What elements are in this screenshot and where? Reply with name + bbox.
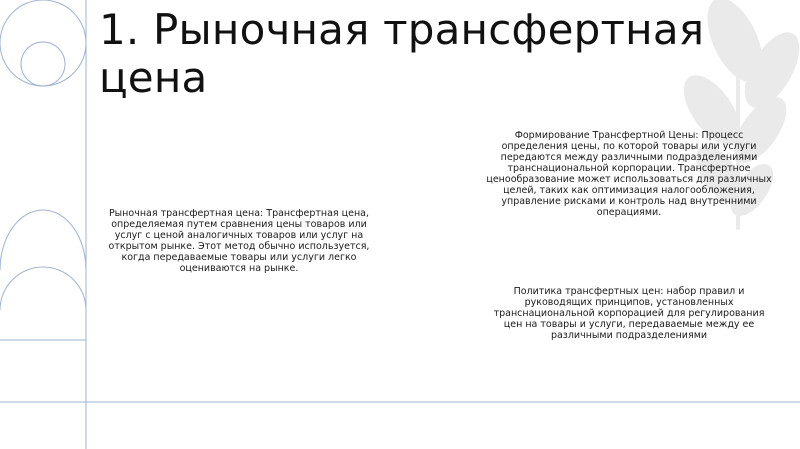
transfer-price-policy-paragraph: Политика трансфертных цен: набор правил и руководящих принципов, установленных транснациональной корпорацией для регулирования цен на товары и услуги, передаваемые между ее различными подразделениями bbox=[493, 286, 765, 341]
slide-title: 1. Рыночная трансфертная цена bbox=[99, 5, 705, 102]
transfer-price-formation-paragraph: Формирование Трансфертной Цены: Процесс определения цены, по которой товары или услуги передаются между различными подразделениями транснациональной корпорации. Трансфертное ценообразование может использоваться для различных целей, таких как оптимизация налогообложения, управление рисками и контроль над внутренними операциями. bbox=[486, 130, 772, 218]
market-price-paragraph: Рыночная трансфертная цена: Трансфертная цена, определяемая путем сравнения цены товаров или услуг с ценой аналогичных товаров или услуг на открытом рынке. Этот метод обычно используется, когда передаваемые товары или услуги легко оцениваются на рынке. bbox=[108, 208, 370, 274]
